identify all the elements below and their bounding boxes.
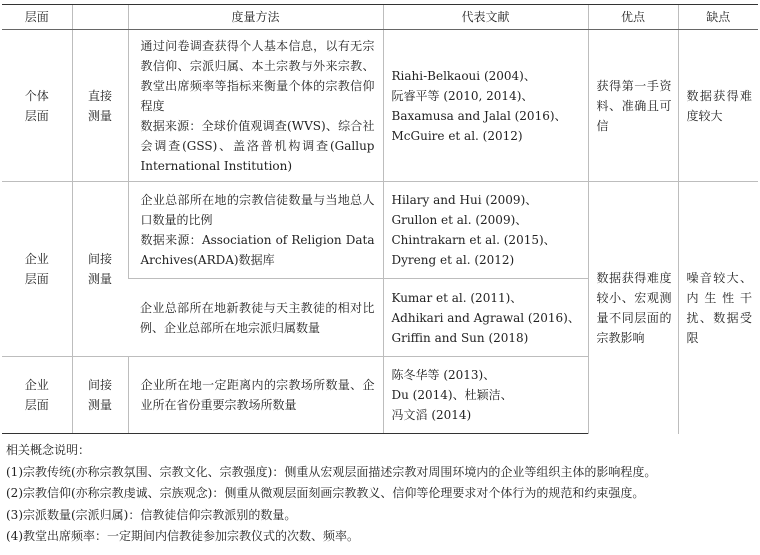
- row-level: 企业层面: [2, 182, 72, 357]
- reference-item: Griffin and Sun (2018): [391, 330, 529, 345]
- row-method: [128, 182, 383, 279]
- row-references: [383, 182, 588, 279]
- reference-item: Du (2014)、杜颖洁、: [391, 388, 513, 402]
- data-source-text: 数据来源：Association of Religion Data Archives(ARDA)数据库: [140, 233, 375, 267]
- reference-item: 阮睿平等 (2010, 2014)、: [391, 88, 534, 103]
- reference-item: 陈冬华等 (2013)、: [391, 368, 496, 382]
- reference-item: Hilary and Hui (2009)、: [391, 193, 538, 207]
- row-method: [128, 30, 383, 182]
- reference-item: Grullon et al. (2009)、: [391, 213, 528, 227]
- table-row: [2, 182, 758, 279]
- row-references: [383, 279, 588, 357]
- note-item: (4)教堂出席频率：一定期间内信教徒参加宗教仪式的次数、频率。: [6, 529, 360, 543]
- reference-item: 冯文滔 (2014): [391, 408, 472, 422]
- data-source-text: 数据来源：全球价值观调查(WVS)、综合社会调查(GSS)、盖洛普机构调查(Gallup International Institution): [140, 118, 375, 173]
- table-header-row: [2, 5, 758, 30]
- header-blank: [72, 5, 128, 30]
- note-item: (1)宗教传统(亦称宗教氛围、宗教文化、宗教强度)：侧重从宏观层面描述宗教对周围环境内的企业等组织主体的影响程度。: [6, 464, 657, 479]
- table-row: [2, 30, 758, 182]
- row-level: 企业层面: [2, 357, 72, 434]
- header-method: 度量方法: [128, 5, 383, 30]
- row-references: [383, 30, 588, 182]
- header-references: 代表文献: [383, 5, 588, 30]
- method-text: 通过问卷调查获得个人基本信息，以有无宗教信仰、宗派归属、本土宗教与外来宗教、教堂出席频率等指标来衡量个体的宗教信仰程度: [140, 38, 375, 113]
- row-measure-type: 直接测量: [72, 30, 128, 182]
- row-method: 企业总部所在地新教徒与天主教徒的相对比例、企业总部所在地宗派归属数量: [128, 279, 383, 357]
- row-advantages: 数据获得难度较小、宏观测量不同层面的宗教影响: [588, 182, 678, 434]
- row-references: [383, 357, 588, 434]
- reference-item: Baxamusa and Jalal (2016)、: [391, 108, 567, 123]
- reference-item: Dyreng et al. (2012): [391, 253, 515, 267]
- note-item: (2)宗教信仰(亦称宗教虔诚、宗族观念)：侧重从微观层面刻画宗教教义、信仰等伦理要求对个体行为的规范和约束强度。: [6, 486, 645, 500]
- row-advantages: 获得第一手资料、准确且可信: [588, 30, 678, 182]
- row-measure-type: 间接测量: [72, 357, 128, 434]
- religion-measurement-table: [2, 4, 758, 434]
- note-item: (3)宗派数量(宗派归属)：信教徒信仰宗教派别的数量。: [6, 507, 297, 522]
- row-disadvantages: 噪音较大、内生性干扰、数据受限: [678, 182, 758, 434]
- method-text: 企业总部所在地的宗教信徒数量与当地总人口数量的比例: [140, 193, 375, 227]
- reference-item: Adhikari and Agrawal (2016)、: [391, 310, 580, 325]
- reference-item: Riahi-Belkaoui (2004)、: [391, 68, 536, 83]
- row-disadvantages: 数据获得难度较大: [678, 30, 758, 182]
- concept-notes: [6, 440, 756, 548]
- reference-item: McGuire et al. (2012): [391, 128, 523, 143]
- row-level: 个体层面: [24, 88, 49, 123]
- header-advantages: 优点: [588, 5, 678, 30]
- reference-item: Chintrakarn et al. (2015)、: [391, 233, 556, 247]
- header-level: 层面: [2, 5, 72, 30]
- row-measure-type: 间接测量: [72, 182, 128, 357]
- notes-title: 相关概念说明：: [6, 443, 91, 457]
- reference-item: Kumar et al. (2011)、: [391, 290, 523, 305]
- header-disadvantages: 缺点: [678, 5, 758, 30]
- row-method: 企业所在地一定距离内的宗教场所数量、企业所在省份重要宗教场所数量: [128, 357, 383, 434]
